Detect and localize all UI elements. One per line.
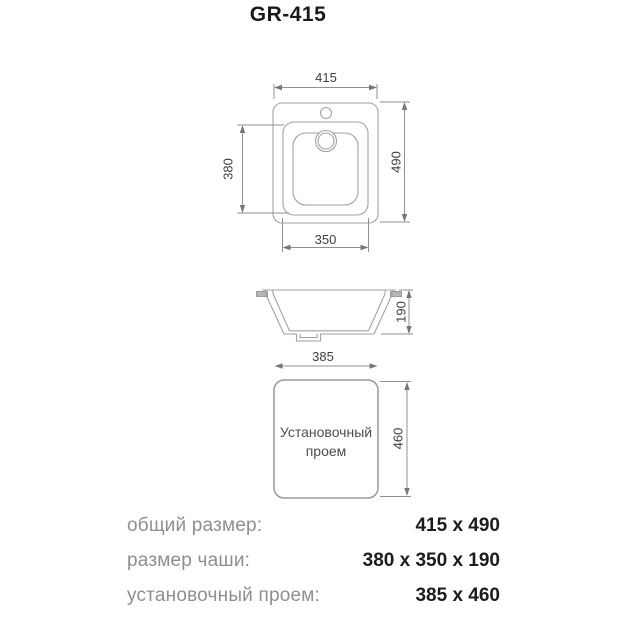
dimension-overall-height-label: 490 (388, 151, 404, 173)
summary-row-cutout (127, 578, 500, 613)
summary-value-cutout: 385 x 460 (415, 585, 500, 606)
dimension-cutout-width-label: 385 (312, 349, 334, 364)
dimension-overall-width-label: 415 (315, 70, 337, 85)
summary-row-bowl (127, 543, 500, 578)
wall-left-inner (273, 290, 290, 331)
summary-label-bowl: размер чаши: (127, 550, 251, 571)
page-title: GR-415 (249, 3, 327, 26)
top-view (273, 103, 378, 223)
dimension-overall-height (380, 102, 410, 222)
wall-right-inner (369, 290, 386, 331)
cutout-label-line2: проем (305, 443, 347, 459)
summary-value-overall: 415 x 490 (415, 515, 500, 536)
side-view (257, 290, 402, 341)
summary-label-cutout: установочный проем: (127, 585, 321, 606)
dimension-bowl-width-label: 350 (314, 232, 337, 247)
bottom-outer (284, 334, 374, 341)
summary-value-bowl: 380 x 350 x 190 (362, 550, 500, 571)
summary-label-overall: общий размер: (127, 515, 263, 536)
faucet-hole (321, 108, 332, 119)
drain-boss-step (300, 334, 317, 338)
cutout-label-line1: Установочный (279, 424, 373, 440)
dimensions-summary (127, 508, 500, 613)
drain-hole-inner (318, 133, 334, 149)
dimension-bowl-depth-label: 190 (393, 301, 409, 323)
dimension-overall-width (274, 70, 377, 99)
dimension-bowl-length-label: 380 (220, 158, 236, 180)
dimension-cutout-height (380, 382, 411, 497)
dimension-cutout-width (275, 349, 378, 369)
summary-row-overall (127, 508, 500, 543)
dimension-cutout-height-label: 460 (390, 427, 406, 450)
cutout-view (274, 380, 378, 498)
